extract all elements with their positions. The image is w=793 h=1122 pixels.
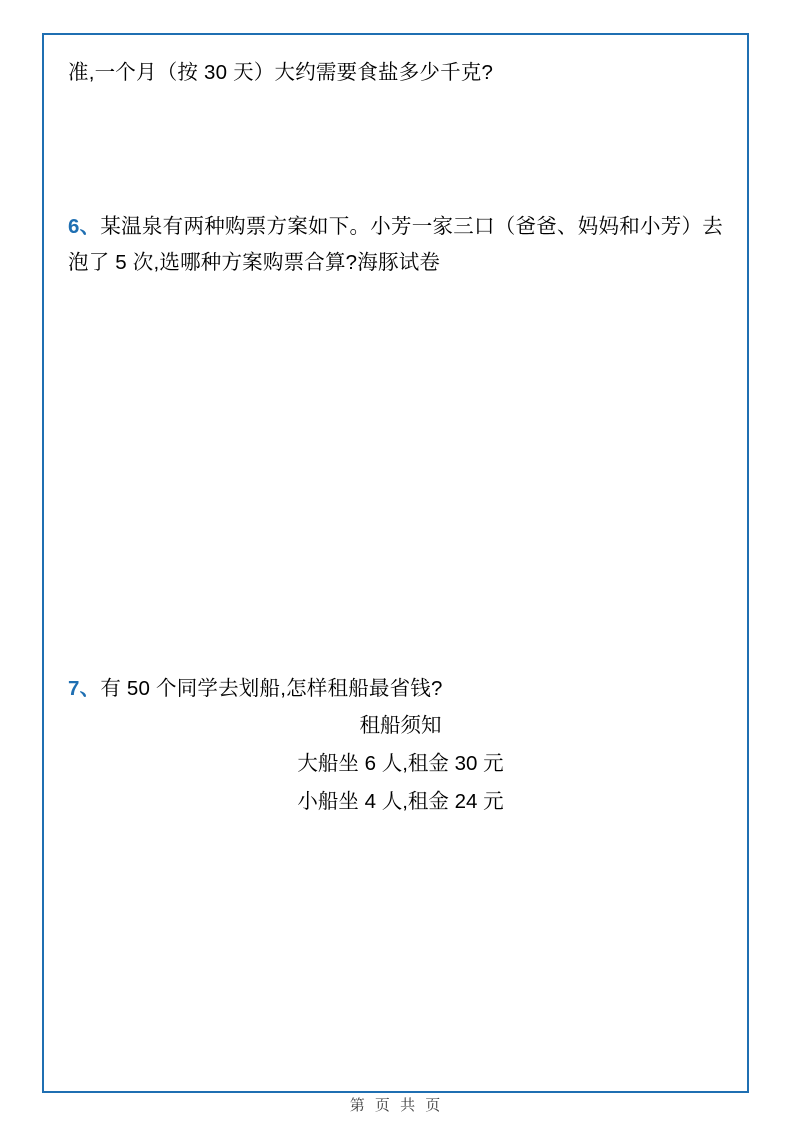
notice-title: 租船须知 bbox=[359, 714, 442, 737]
notice-line-big-boat: 大船坐 6 人,租金 30 元 bbox=[297, 752, 504, 775]
question-7 bbox=[68, 671, 723, 707]
page-footer: 第 页 共 页 bbox=[349, 1097, 444, 1114]
question-7-number: 7、 bbox=[68, 677, 101, 700]
page-content bbox=[42, 33, 749, 1093]
question-6-number: 6、 bbox=[68, 215, 101, 238]
answer-space-5[interactable] bbox=[68, 91, 723, 209]
question-6-text: 某温泉有两种购票方案如下。小芳一家三口（爸爸、妈妈和小芳）去泡了 5 次,选哪种方案购票合算?海豚试卷 bbox=[68, 215, 723, 274]
question-7-text: 有 50 个同学去划船,怎样租船最省钱? bbox=[100, 677, 443, 700]
question-5-continuation bbox=[68, 55, 723, 91]
answer-space-6[interactable] bbox=[68, 281, 723, 671]
question-6 bbox=[68, 209, 723, 281]
question-5-text: 准,一个月（按 30 天）大约需要食盐多少千克? bbox=[68, 61, 494, 84]
notice-line-small-boat: 小船坐 4 人,租金 24 元 bbox=[297, 790, 504, 813]
